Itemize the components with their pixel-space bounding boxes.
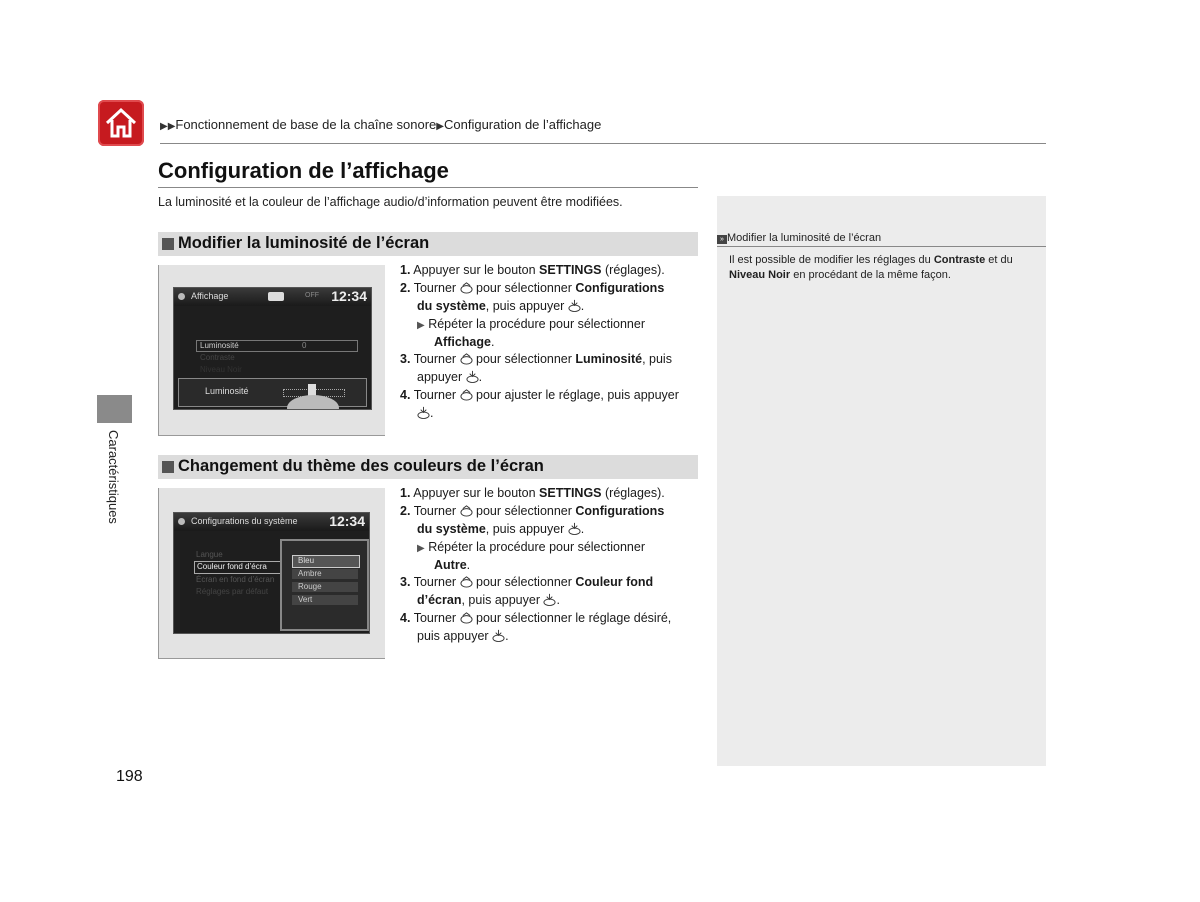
breadcrumb-arrow-icon: ▶▶ <box>160 121 176 132</box>
press-knob-icon <box>568 299 581 312</box>
home-button[interactable] <box>98 100 144 146</box>
step-bold: Couleur fond <box>575 575 654 589</box>
step-sub-text: Répéter la procédure pour sélectionner <box>428 540 645 554</box>
screen-header <box>174 513 369 531</box>
options-popup <box>280 539 369 631</box>
step-3-cont: appuyer . <box>417 370 483 384</box>
step-1 <box>400 262 665 280</box>
intro-text: La luminosité et la couleur de l’affichage audio/d’information peuvent être modifiées. <box>158 195 623 209</box>
chapter-tab[interactable] <box>97 395 132 423</box>
press-knob-icon <box>417 406 430 419</box>
step-bold: Luminosité <box>575 352 643 366</box>
step-sub-text: Répéter la procédure pour sélectionner <box>428 317 645 331</box>
step-number: 2. <box>400 281 411 295</box>
menu-item: Luminosité <box>200 341 239 350</box>
display-screen <box>173 512 370 634</box>
breadcrumb-current: Configuration de l’affichage <box>444 117 602 132</box>
step-2-sub-cont: Autre. <box>434 558 471 572</box>
toggle-off-label: OFF <box>305 292 319 299</box>
step-number: 4. <box>400 388 411 402</box>
popup-label: Luminosité <box>205 386 249 396</box>
sub-arrow-icon: ▶ <box>417 320 425 331</box>
section-title: Changement du thème des couleurs de l’écran <box>178 457 544 475</box>
display-screen <box>173 287 372 410</box>
back-icon <box>178 518 185 525</box>
menu-item: Écran en fond d’écran <box>196 575 275 584</box>
step-bold: Autre <box>434 558 467 572</box>
menu-item: Contraste <box>200 353 235 362</box>
step-text: pour sélectionner <box>472 281 576 295</box>
screen-header <box>174 288 371 306</box>
step-bold: du système <box>417 522 486 536</box>
step-3-cont: d’écran, puis appuyer . <box>417 593 560 607</box>
option-item[interactable]: Vert <box>298 595 313 604</box>
step-3 <box>400 574 653 592</box>
rotate-knob-icon <box>460 575 473 588</box>
step-number: 1. <box>400 486 411 500</box>
section-square-icon <box>162 238 174 250</box>
step-number: 4. <box>400 611 411 625</box>
rotate-knob-icon <box>460 352 473 365</box>
clock: 12:34 <box>329 513 365 529</box>
breadcrumb-link[interactable]: Fonctionnement de base de la chaîne sonore <box>175 117 437 132</box>
step-text: , puis <box>642 352 672 366</box>
screen-title: Configurations du système <box>191 516 298 526</box>
step-text: Tourner <box>413 504 460 518</box>
press-knob-icon <box>492 629 505 642</box>
step-2-sub <box>417 316 645 335</box>
breadcrumb-arrow-icon: ▶ <box>436 121 444 132</box>
step-4 <box>400 610 671 628</box>
step-2-cont: du système, puis appuyer . <box>417 299 585 313</box>
option-item[interactable]: Rouge <box>298 582 322 591</box>
step-text: Appuyer sur le bouton <box>413 263 540 277</box>
step-bold: SETTINGS <box>539 486 602 500</box>
sidebar-title-text: Modifier la luminosité de l’écran <box>727 232 882 244</box>
breadcrumb <box>160 117 601 132</box>
step-text: Tourner <box>413 388 460 402</box>
step-2 <box>400 280 664 298</box>
step-text: Tourner <box>413 575 460 589</box>
brightness-icon <box>268 292 284 301</box>
step-text: pour sélectionner le réglage désiré, <box>472 611 672 625</box>
step-text: Tourner <box>413 352 460 366</box>
screen-image-brightness <box>158 265 385 436</box>
step-number: 2. <box>400 504 411 518</box>
step-2-cont: du système, puis appuyer . <box>417 522 585 536</box>
screen-image-color <box>158 488 385 659</box>
section-heading-brightness <box>158 232 698 256</box>
home-icon <box>104 106 138 140</box>
step-text: pour ajuster le réglage, puis appuyer <box>472 388 679 402</box>
step-text: Appuyer sur le bouton <box>413 486 540 500</box>
clock: 12:34 <box>331 288 367 304</box>
menu-item-value: 0 <box>302 341 307 350</box>
menu-item: Niveau Noir <box>200 365 242 374</box>
section-title: Modifier la luminosité de l’écran <box>178 234 430 252</box>
rotate-knob-icon <box>460 388 473 401</box>
option-item[interactable]: Bleu <box>298 556 315 565</box>
section-heading-color-theme <box>158 455 698 479</box>
chapter-tab-label: Caractéristiques <box>106 430 121 524</box>
step-text: , puis appuyer <box>461 593 544 607</box>
step-bold: d’écran <box>417 593 462 607</box>
section-square-icon <box>162 461 174 473</box>
step-4-cont: puis appuyer . <box>417 629 509 643</box>
step-1 <box>400 485 665 503</box>
step-text: pour sélectionner <box>472 575 576 589</box>
dial-graphic <box>287 395 339 410</box>
step-3 <box>400 351 672 369</box>
step-bold: Configurations <box>575 281 665 295</box>
rotate-knob-icon <box>460 281 473 294</box>
option-item[interactable]: Ambre <box>298 569 322 578</box>
step-text: pour sélectionner <box>472 352 576 366</box>
header-rule <box>160 143 1046 144</box>
page-title: Configuration de l’affichage <box>158 158 449 183</box>
rotate-knob-icon <box>460 611 473 624</box>
step-4-cont: . <box>417 405 433 423</box>
step-bold: Configurations <box>575 504 665 518</box>
press-knob-icon <box>543 593 556 606</box>
step-text: appuyer <box>417 370 466 384</box>
step-2 <box>400 503 664 521</box>
step-bold: SETTINGS <box>539 263 602 277</box>
sidebar-text: Il est possible de modifier les réglages du Contraste et du Niveau Noir en procédant de la même façon. <box>729 254 1013 281</box>
step-number: 3. <box>400 352 411 366</box>
step-bold: Affichage <box>434 335 491 349</box>
step-number: 3. <box>400 575 411 589</box>
screen-title: Affichage <box>191 291 229 301</box>
steps-color-theme <box>400 485 700 655</box>
step-text: pour sélectionner <box>472 504 576 518</box>
menu-item: Langue <box>196 550 223 559</box>
reference-icon: » <box>717 235 727 244</box>
title-rule <box>158 187 698 188</box>
step-text: (réglages). <box>601 486 665 500</box>
step-text: Tourner <box>413 281 460 295</box>
rotate-knob-icon <box>460 504 473 517</box>
step-text: , puis appuyer <box>485 299 568 313</box>
step-2-sub <box>417 539 645 558</box>
step-4 <box>400 387 679 405</box>
page-number: 198 <box>116 768 143 785</box>
menu-item: Réglages par défaut <box>196 587 269 596</box>
step-text: Tourner <box>413 611 460 625</box>
step-2-sub-cont: Affichage. <box>434 335 495 349</box>
step-number: 1. <box>400 263 411 277</box>
menu-item: Couleur fond d’écra <box>197 562 267 571</box>
step-text: puis appuyer <box>417 629 493 643</box>
press-knob-icon <box>568 522 581 535</box>
press-knob-icon <box>466 370 479 383</box>
back-icon <box>178 293 185 300</box>
steps-brightness <box>400 262 700 432</box>
step-bold: du système <box>417 299 486 313</box>
sidebar-title <box>717 232 1046 247</box>
step-text: , puis appuyer <box>485 522 568 536</box>
step-text: (réglages). <box>601 263 665 277</box>
sub-arrow-icon: ▶ <box>417 543 425 554</box>
adjust-popup <box>178 378 367 407</box>
